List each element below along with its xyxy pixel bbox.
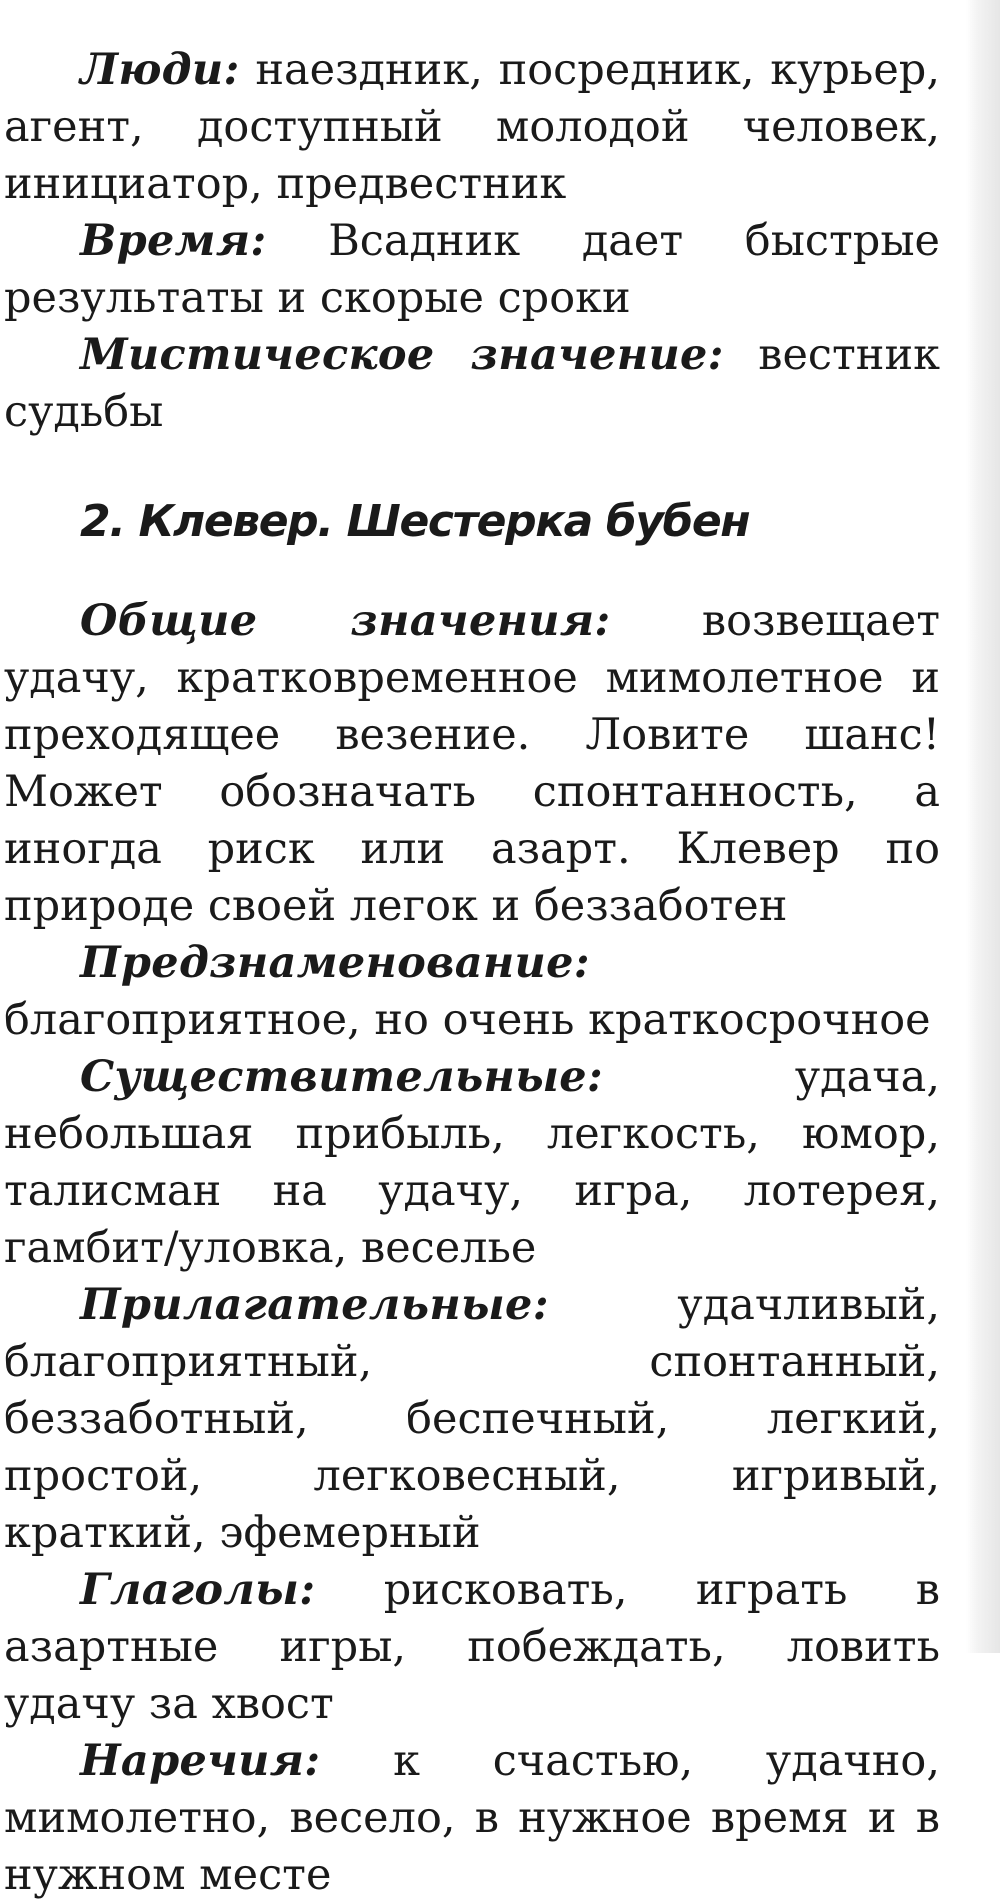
general-text: возвещает удачу, кратковременное мимолетное и преходящее везение. Ловите шанс! Может обозначать спонтанность, а иногда риск или азарт. Клевер по природе своей легок и беззаботен: [4, 596, 940, 931]
adverbs-text: к счастью, удачно, мимолетно, весело, в нужное время и в нужном месте: [4, 1736, 940, 1900]
mystic-label: Мистическое значение:: [80, 330, 724, 380]
people-label: Люди:: [80, 45, 240, 95]
time-text: Всадник дает быстрые результаты и скорые сроки: [4, 216, 940, 323]
page-content: [4, 42, 940, 1904]
people-paragraph: [4, 42, 940, 213]
omen-label: Предзнаменование:: [80, 938, 590, 988]
omen-paragraph: [4, 935, 940, 1049]
nouns-text: удача, небольшая прибыль, легкость, юмор, талисман на удачу, игра, лотерея, гамбит/уловка, веселье: [4, 1052, 940, 1273]
time-label: Время:: [80, 216, 267, 266]
verbs-label: Глаголы:: [80, 1565, 316, 1615]
adverbs-label: Наречия:: [80, 1736, 321, 1786]
mystic-text: вестник судьбы: [4, 330, 940, 437]
adverbs-paragraph: [4, 1733, 940, 1904]
people-text: наездник, посредник, курьер, агент, доступный молодой человек, инициатор, предвестник: [4, 45, 940, 209]
verbs-paragraph: [4, 1562, 940, 1733]
adjectives-label: Прилагательные:: [80, 1280, 549, 1330]
general-paragraph: [4, 593, 940, 935]
general-label: Общие значения:: [80, 596, 611, 646]
mystic-paragraph: [4, 327, 940, 441]
adjectives-text: удачливый, благоприятный, спонтанный, беззаботный, беспечный, легкий, простой, легковесный, игривый, краткий, эфемерный: [4, 1280, 940, 1558]
adjectives-paragraph: [4, 1277, 940, 1562]
time-paragraph: [4, 213, 940, 327]
verbs-text: рисковать, играть в азартные игры, побеждать, ловить удачу за хвост: [4, 1565, 940, 1729]
section-heading: 2. Клевер. Шестерка бубен: [80, 496, 750, 547]
nouns-paragraph: [4, 1049, 940, 1277]
omen-text: благоприятное, но очень краткосрочное: [4, 995, 931, 1045]
nouns-label: Существительные:: [80, 1052, 604, 1102]
page-edge-shadow: [966, 0, 1000, 1653]
